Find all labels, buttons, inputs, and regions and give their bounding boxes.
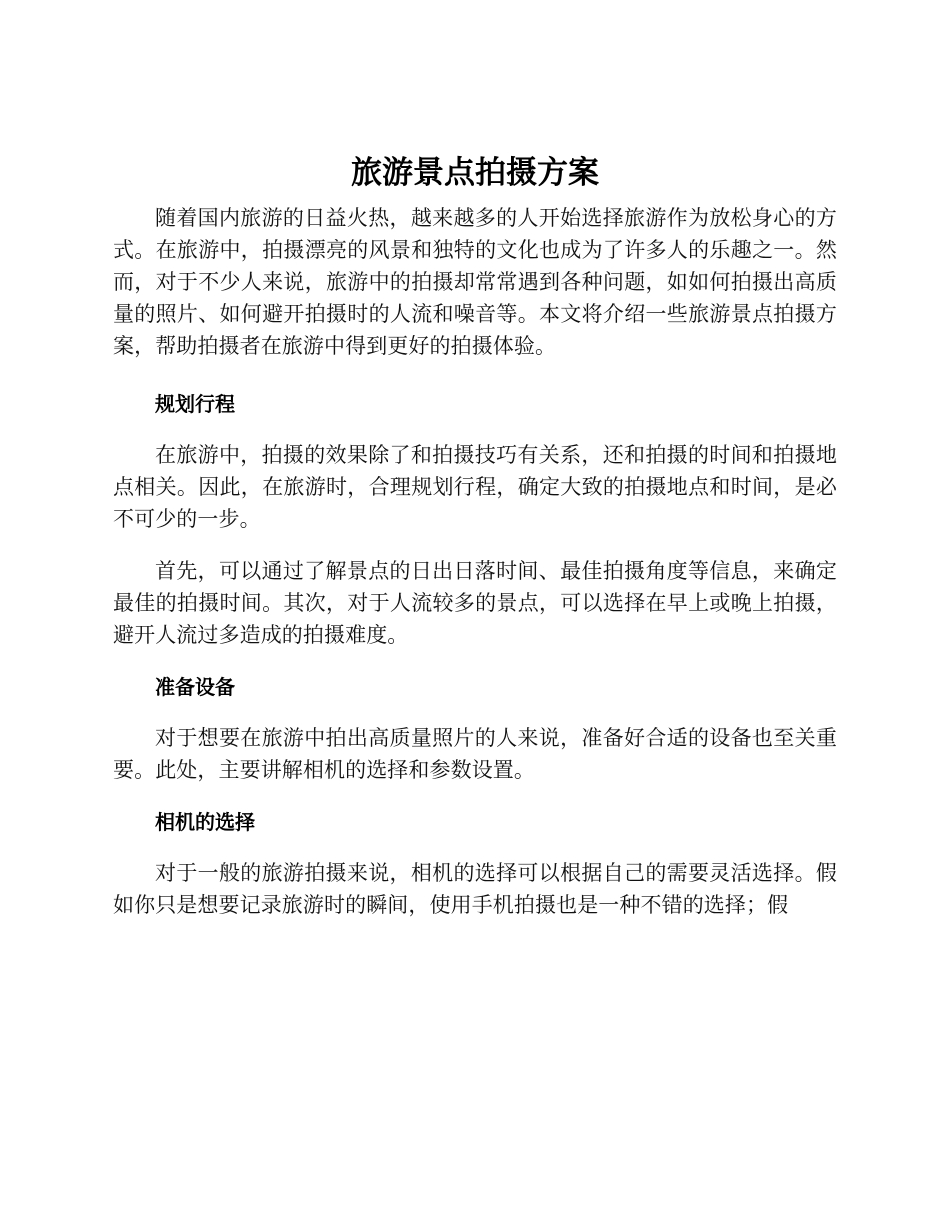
paragraph-equipment-1: 对于想要在旅游中拍出高质量照片的人来说，准备好合适的设备也至关重要。此处，主要讲解相机的选择和参数设置。 [113, 726, 837, 782]
section-heading-camera-choice: 相机的选择 [155, 810, 255, 834]
document-title: 旅游景点拍摄方案 [351, 155, 599, 191]
section-heading-itinerary: 规划行程 [155, 392, 235, 416]
paragraph-camera-choice-1: 对于一般的旅游拍摄来说，相机的选择可以根据自己的需要灵活选择。假如你只是想要记录旅游时的瞬间，使用手机拍摄也是一种不错的选择；假 [113, 861, 837, 917]
paragraph-itinerary-1: 在旅游中，拍摄的效果除了和拍摄技巧有关系，还和拍摄的时间和拍摄地点相关。因此，在旅游时，合理规划行程，确定大致的拍摄地点和时间，是必不可少的一步。 [113, 443, 837, 531]
intro-paragraph: 随着国内旅游的日益火热，越来越多的人开始选择旅游作为放松身心的方式。在旅游中，拍摄漂亮的风景和独特的文化也成为了许多人的乐趣之一。然而，对于不少人来说，旅游中的拍摄却常常遇到各种问题，如如何拍摄出高质量的照片、如何避开拍摄时的人流和噪音等。本文将介绍一些旅游景点拍摄方案，帮助拍摄者在旅游中得到更好的拍摄体验。 [113, 206, 837, 358]
section-heading-equipment: 准备设备 [155, 675, 235, 699]
document-page [113, 150, 837, 921]
paragraph-itinerary-2: 首先，可以通过了解景点的日出日落时间、最佳拍摄角度等信息，来确定最佳的拍摄时间。其次，对于人流较多的景点，可以选择在早上或晚上拍摄，避开人流过多造成的拍摄难度。 [113, 559, 837, 647]
